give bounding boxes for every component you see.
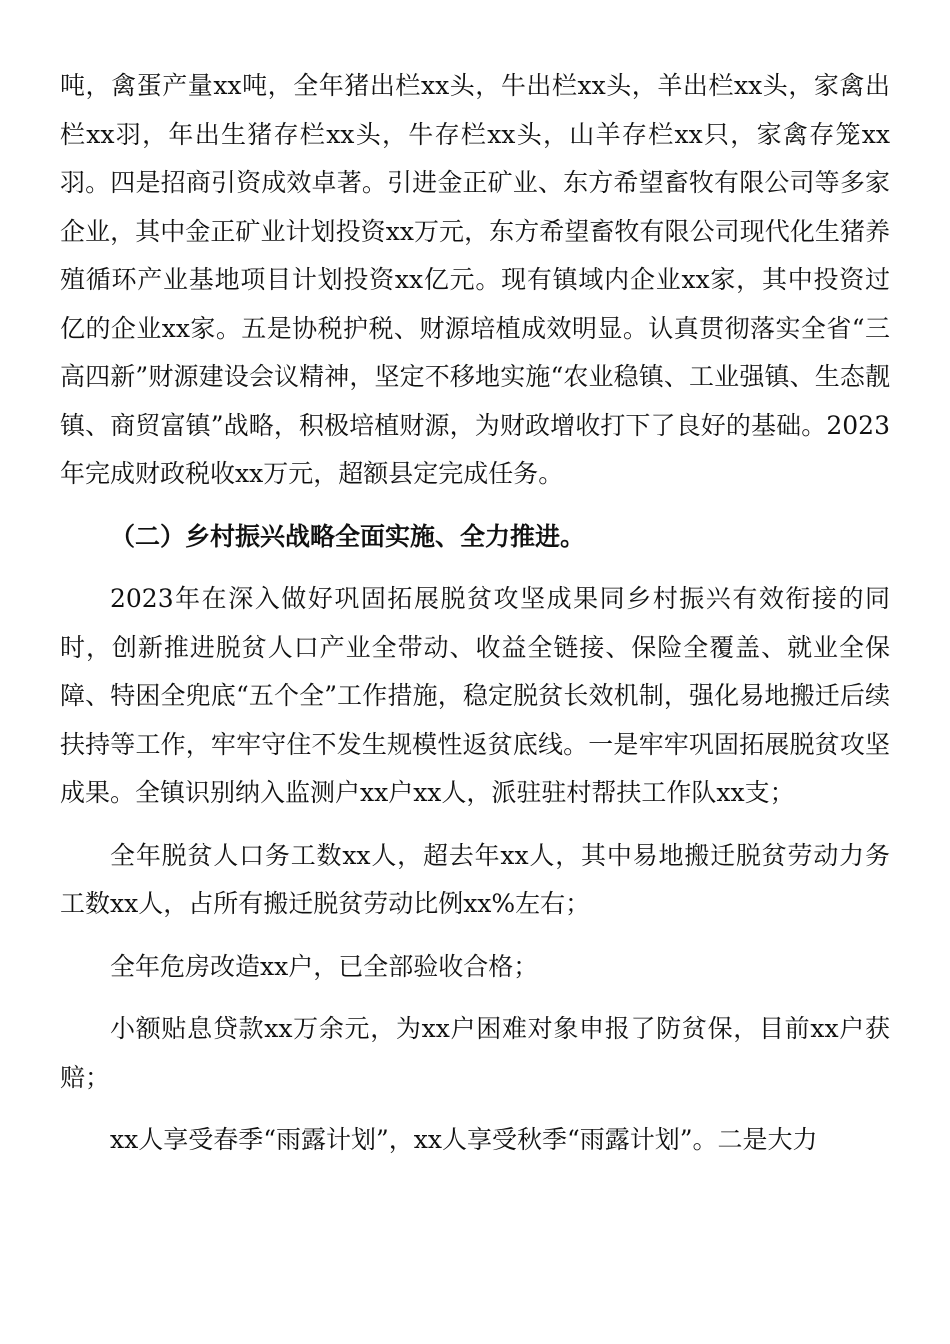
paragraph-continued: 吨，禽蛋产量xx吨，全年猪出栏xx头，牛出栏xx头，羊出栏xx头，家禽出栏xx羽，年出生猪存栏xx头，牛存栏xx头，山羊存栏xx只，家禽存笼xx羽。四是招商引资成效卓著。引进金正矿业、东方希望畜牧有限公司等多家企业，其中金正矿业计划投资xx万元，东方希望畜牧有限公司现代化生猪养殖循环产业基地项目计划投资xx亿元。现有镇域内企业xx家，其中投资过亿的企业xx家。五是协税护税、财源培植成效明显。认真贯彻落实全省“三高四新”财源建设会议精神，坚定不移地实施“农业稳镇、工业强镇、生态靓镇、商贸富镇”战略，积极培植财源，为财政增收打下了良好的基础。2023年完成财政税收xx万元，超额县定完成任务。 [60, 71, 890, 488]
paragraph-rain-dew-plan: xx人享受春季“雨露计划”，xx人享受秋季“雨露计划”。二是大力 [110, 1125, 818, 1154]
document-page [60, 62, 890, 1165]
section-heading: （二）乡村振兴战略全面实施、全力推进。 [110, 521, 586, 551]
paragraph-loans: 小额贴息贷款xx万余元，为xx户困难对象申报了防贫保，目前xx户获赔； [60, 1014, 890, 1092]
paragraph-housing: 全年危房改造xx户，已全部验收合格； [110, 951, 539, 981]
paragraph-poverty-alleviation: 2023年在深入做好巩固拓展脱贫攻坚成果同乡村振兴有效衔接的同时，创新推进脱贫人口产业全带动、收益全链接、保险全覆盖、就业全保障、特困全兜底“五个全”工作措施，稳定脱贫长效机制，强化易地搬迁后续扶持等工作，牢牢守住不发生规模性返贫底线。一是牢牢巩固拓展脱贫攻坚成果。全镇识别纳入监测户xx户xx人，派驻驻村帮扶工作队xx支； [60, 584, 890, 807]
paragraph-employment: 全年脱贫人口务工数xx人，超去年xx人，其中易地搬迁脱贫劳动力务工数xx人，占所有搬迁脱贫劳动比例xx%左右； [60, 840, 890, 918]
